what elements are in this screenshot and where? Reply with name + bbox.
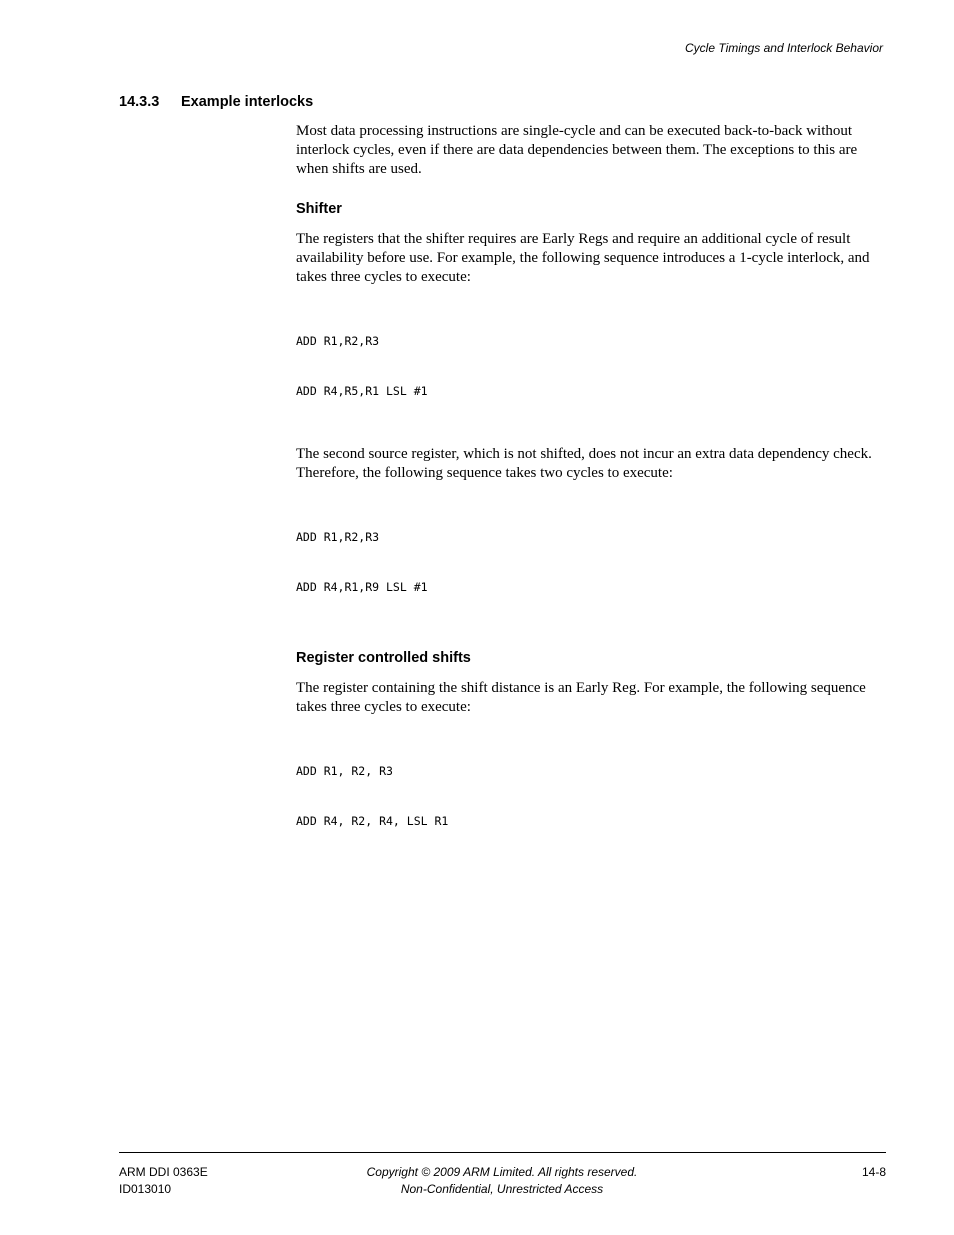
footer-legal xyxy=(302,1164,702,1198)
section-number: 14.3.3 xyxy=(119,94,160,110)
footer-doc-id: ARM DDI 0363E xyxy=(119,1165,208,1179)
footer-page-number: 14-8 xyxy=(861,1165,886,1179)
intro-paragraph: Most data processing instructions are single-cycle and can be executed back-to-back without interlock cycles, even if there are data dependencies between them. The exceptions to this are when shifts are used. xyxy=(296,123,858,177)
shifter-heading: Shifter xyxy=(296,201,342,217)
footer-doc-rev: ID013010 xyxy=(119,1182,172,1196)
code-line: ADD R1, R2, R3 xyxy=(296,764,393,778)
running-header: Cycle Timings and Interlock Behavior xyxy=(685,41,883,55)
code-line: ADD R1,R2,R3 xyxy=(296,530,380,544)
code-line: ADD R4,R5,R1 LSL #1 xyxy=(296,383,428,398)
shifter-paragraph-2: The second source register, which is not shifted, does not incur an extra data dependency check. Therefore, the following sequence takes two cycles to execute: xyxy=(296,446,872,481)
footer-copyright: Copyright © 2009 ARM Limited. All rights reserved. xyxy=(366,1165,638,1179)
shifter-code-block-2 xyxy=(296,496,888,628)
shifter-paragraph-1: The registers that the shifter requires are Early Regs and require an additional cycle of result availability before use. For example, the following sequence introduces a 1-cycle interlock, and takes three cycles to execute: xyxy=(296,231,870,285)
code-line: ADD R1,R2,R3 xyxy=(296,334,380,348)
shifter-code-block-1 xyxy=(296,300,888,432)
footer-access: Non-Confidential, Unrestricted Access xyxy=(400,1182,604,1196)
code-line: ADD R4, R2, R4, LSL R1 xyxy=(296,813,449,828)
register-shifts-heading: Register controlled shifts xyxy=(296,650,471,666)
section-title: Example interlocks xyxy=(181,94,314,110)
body-content xyxy=(296,122,888,875)
register-shifts-code-block xyxy=(296,730,888,862)
footer-doc-info xyxy=(119,1164,208,1198)
register-shifts-paragraph: The register containing the shift distance is an Early Reg. For example, the following sequence takes three cycles to execute: xyxy=(296,680,866,715)
code-line: ADD R4,R1,R9 LSL #1 xyxy=(296,579,428,594)
section-heading xyxy=(119,92,313,112)
footer-divider xyxy=(119,1152,886,1153)
